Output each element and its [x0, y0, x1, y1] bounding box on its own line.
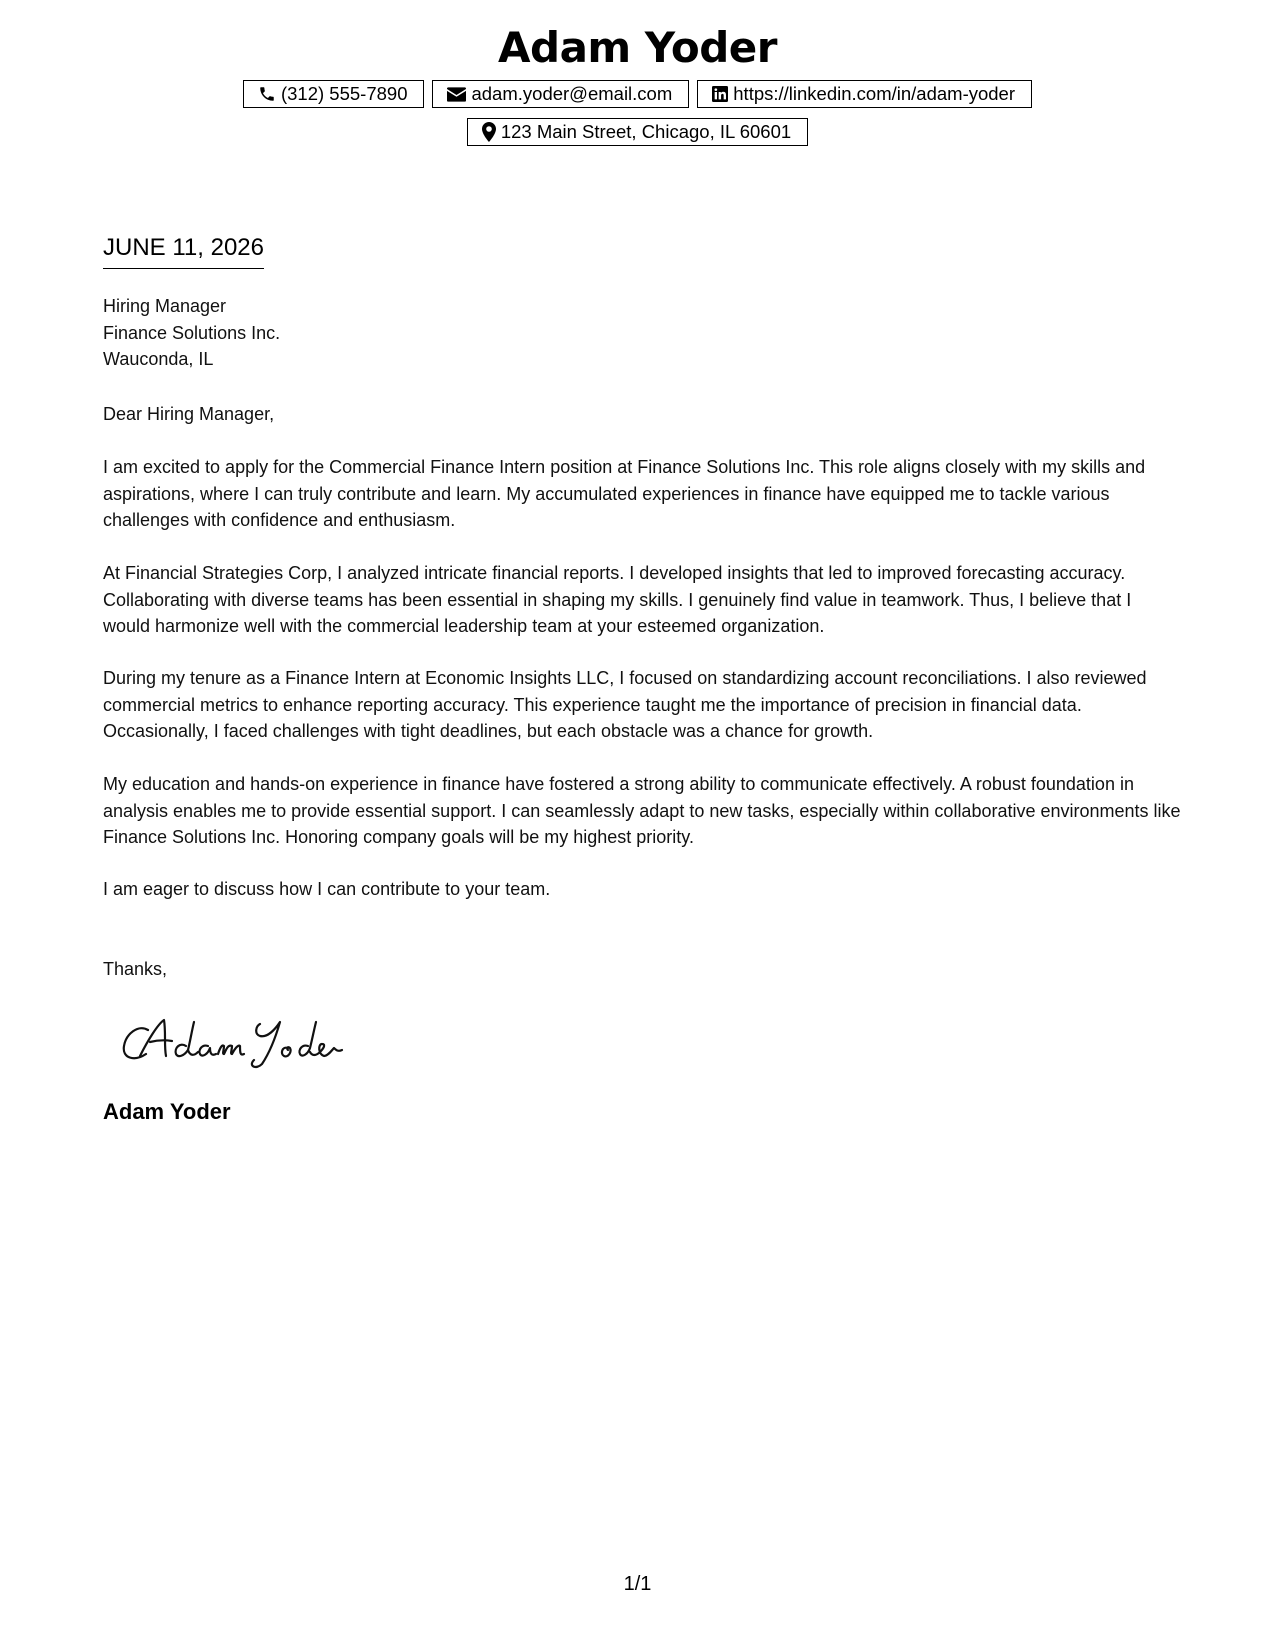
body-paragraph [103, 665, 1183, 745]
recipient-location: Wauconda, IL [103, 349, 214, 369]
linkedin-chip [697, 80, 1032, 108]
page-number: 1/1 [623, 1573, 652, 1595]
address-chip [467, 118, 808, 146]
recipient-company: Finance Solutions Inc. [103, 322, 281, 343]
phone-chip [243, 80, 425, 108]
paragraph-text: My education and hands-on experience in finance have fostered a strong ability to communicate effectively. A robust foundation in analysis enables me to provide essential support. I can seamlessly adapt to new tasks, especially within collaborative environments like Finance Solutions Inc. Honoring company goals will be my highest priority. [103, 774, 1181, 847]
street-address: 123 Main Street, Chicago, IL 60601 [500, 121, 792, 142]
salutation: Dear Hiring Manager, [103, 404, 275, 424]
envelope-icon [447, 87, 466, 102]
email-chip [432, 80, 689, 108]
linkedin-url: https://linkedin.com/in/adam-yoder [733, 83, 1016, 104]
contact-row-primary [0, 80, 1275, 108]
contact-row-secondary [0, 118, 1275, 146]
email-address: adam.yoder@email.com [471, 83, 673, 104]
phone-icon [258, 85, 276, 103]
handwritten-signature [120, 1010, 350, 1072]
paragraph-text: During my tenure as a Finance Intern at Economic Insights LLC, I focused on standardizing account reconciliations. I also reviewed commercial metrics to enhance reporting accuracy. This experience taught me the importance of precision in financial data. Occasionally, I faced challenges with tight deadlines, but each obstacle was a chance for growth. [103, 668, 1147, 741]
letter-date: JUNE 11, 2026 [103, 234, 264, 269]
paragraph-text: At Financial Strategies Corp, I analyzed intricate financial reports. I developed insights that led to improved forecasting accuracy. Collaborating with diverse teams has been essential in shaping my skills. I genuinely find value in teamwork. Thus, I believe that I would harmonize well with the commercial leadership team at your esteemed organization. [103, 563, 1132, 636]
signer-name: Adam Yoder [103, 1099, 231, 1124]
body-paragraph [103, 454, 1183, 534]
body-paragraph [103, 771, 1183, 851]
linkedin-icon [712, 86, 728, 102]
map-pin-icon [482, 122, 496, 142]
body-paragraph [103, 560, 1183, 640]
recipient-block [103, 293, 1183, 373]
applicant-name-heading: Adam Yoder [498, 23, 777, 72]
phone-number: (312) 555-7890 [280, 83, 408, 104]
paragraph-text: I am excited to apply for the Commercial Finance Intern position at Finance Solutions Inc. This role aligns closely with my skills and aspirations, where I can truly contribute and learn. My accumulated experiences in finance have equipped me to tackle various challenges with confidence and enthusiasm. [103, 457, 1146, 530]
signoff: Thanks, [103, 959, 168, 979]
recipient-title: Hiring Manager [103, 296, 227, 316]
closing-sentence: I am eager to discuss how I can contribute to your team. [103, 879, 551, 899]
